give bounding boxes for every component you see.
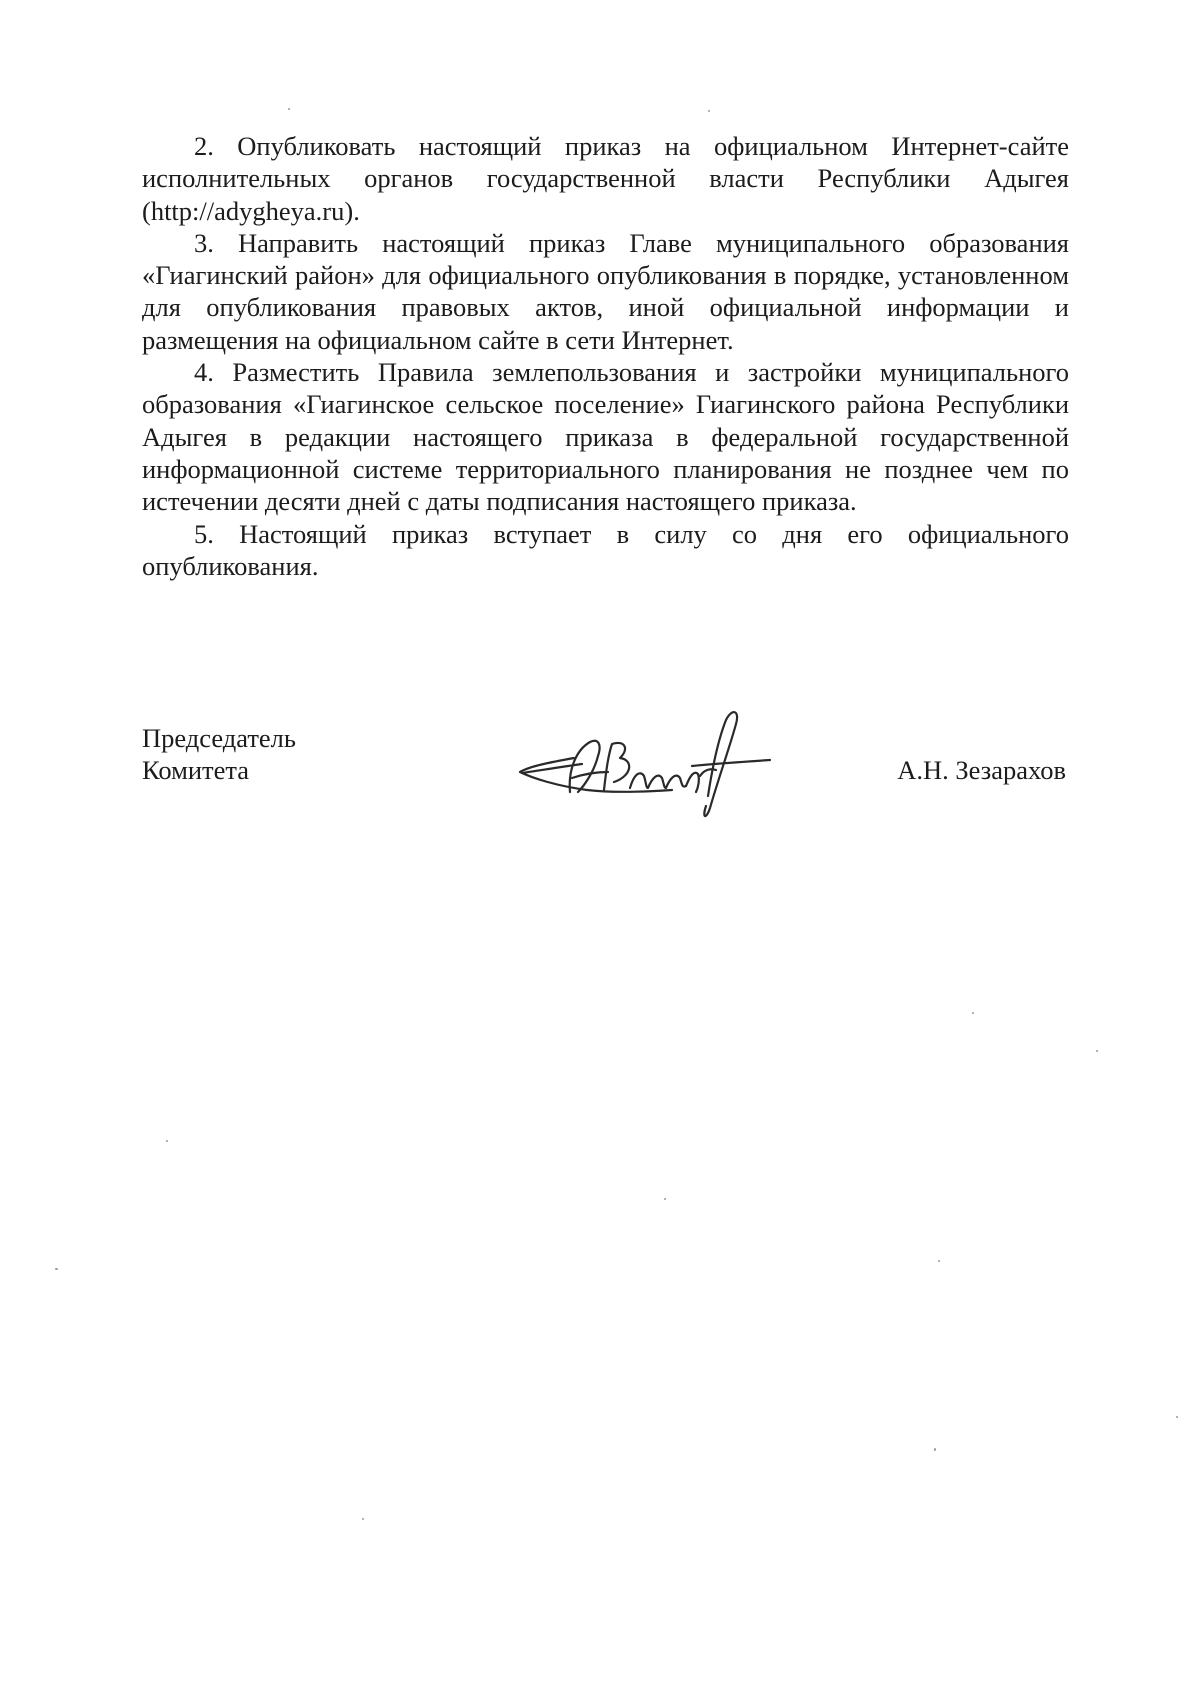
scan-speck — [934, 1448, 936, 1451]
scan-speck — [288, 108, 290, 110]
scan-speck — [664, 1198, 666, 1200]
signer-position-line-1: Председатель — [142, 723, 296, 753]
scan-speck — [362, 1518, 364, 1520]
scan-speck — [938, 1260, 940, 1262]
scan-speck — [55, 1268, 58, 1270]
scan-speck — [708, 110, 710, 112]
document-body — [142, 130, 1069, 582]
paragraph-5-effective-date: 5. Настоящий приказ вступает в силу со дня его официального опубликования. — [142, 518, 1069, 581]
scan-speck — [1096, 1050, 1098, 1052]
scan-speck — [972, 1012, 974, 1014]
scan-speck — [1176, 1416, 1178, 1418]
paragraph-2-publish-on-site: 2. Опубликовать настоящий приказ на официальном Интернет-сайте исполнительных органов государственной власти Республики Адыгея (http://adygheya.ru). — [142, 131, 1069, 226]
signer-name: А.Н. Зезарахов — [897, 755, 1066, 785]
signer-position-line-2: Комитета — [142, 755, 250, 785]
signer-position — [142, 722, 296, 786]
handwritten-signature-icon — [512, 700, 782, 820]
paragraph-3-send-to-head: 3. Направить настоящий приказ Главе муниципального образования «Гиагинский район» для официального опубликования в порядке, установленном для опубликования правовых актов, иной официальной информации и размещения на официальном сайте в сети Интернет. — [142, 227, 1069, 355]
paragraph-4-place-rules: 4. Разместить Правила землепользования и застройки муниципального образования «Гиагинское сельское поселение» Гиагинского района Республики Адыгея в редакции настоящего приказа в федеральной государственной информационной системе территориального планирования не позднее чем по истечении десяти дней с даты подписания настоящего приказа. — [142, 357, 1069, 517]
signature-block — [142, 722, 1069, 842]
scan-speck — [166, 1140, 168, 1142]
